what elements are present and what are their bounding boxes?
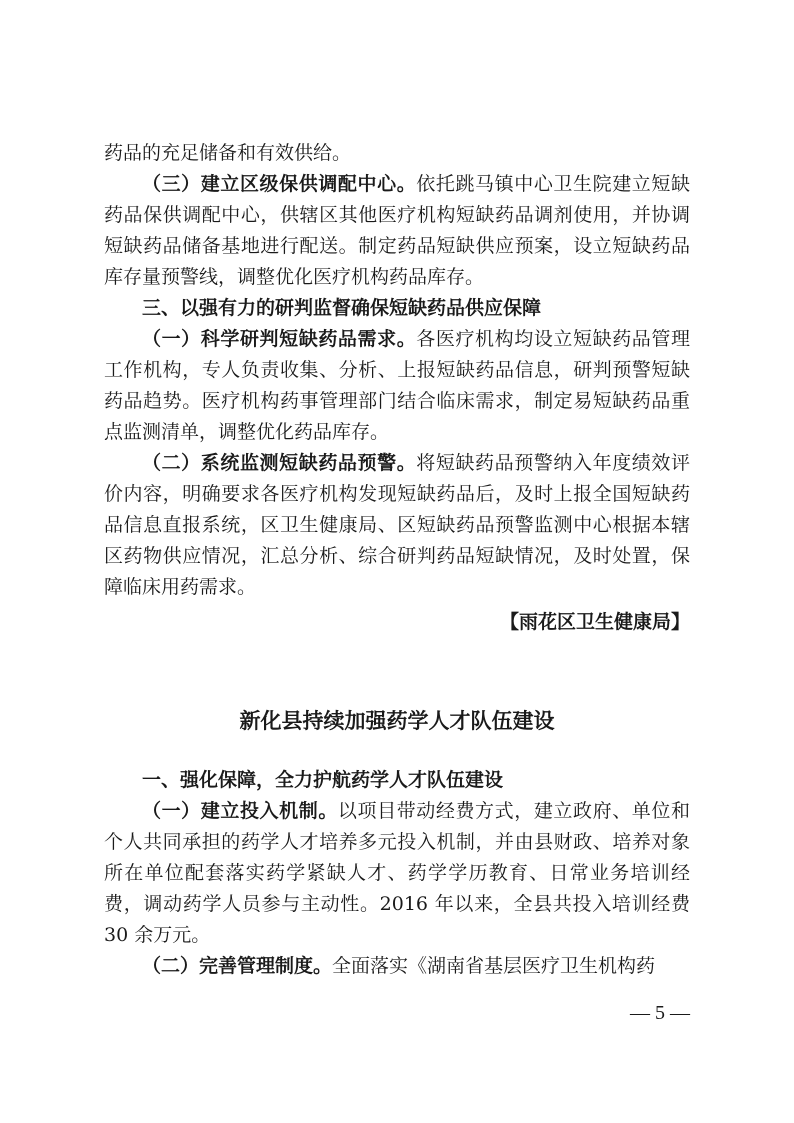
paragraph-lead: （二）完善管理制度。 (142, 955, 333, 977)
paragraph-text: 依托跳马镇中心卫生院建立短缺药品保供调配中心，供辖区其他医疗机构短缺药品调剂使用，并协调短缺药品储备基地进行配送。制定药品短缺供应预案，设立短缺药品库存量预警线，调整优化医疗机构药品库存。 (104, 173, 690, 288)
paragraph-lead: （一）科学研判短缺药品需求。 (142, 328, 417, 350)
paragraph-text: 各医疗机构均设立短缺药品管理工作机构，专人负责收集、分析、上报短缺药品信息，研判预警短缺药品趋势。医疗机构药事管理部门结合临床需求，制定易短缺药品重点监测清单，调整优化药品库存。 (104, 328, 690, 443)
paragraph-supply-center (104, 169, 690, 293)
paragraph-continuation: 药品的充足储备和有效供给。 (104, 142, 352, 164)
paragraph-text: 全面落实《湖南省基层医疗卫生机构药 (332, 955, 656, 977)
paragraph-management (104, 951, 690, 982)
signature-agency: 【雨花区卫生健康局】 (499, 611, 690, 633)
paragraph-lead: （一）建立投入机制。 (142, 800, 338, 822)
paragraph-text: 将短缺药品预警纳入年度绩效评价内容，明确要求各医疗机构发现短缺药品后，及时上报全国短缺药品信息直报系统，区卫生健康局、区短缺药品预警监测中心根据本辖区药物供应情况，汇总分析、综合研判药品短缺情况，及时处置，保障临床用药需求。 (104, 452, 690, 598)
paragraph-lead: （三）建立区级保供调配中心。 (142, 173, 417, 195)
document-body (104, 138, 690, 982)
paragraph-warning-monitoring (104, 448, 690, 603)
paragraph-text: 以项目带动经费方式，建立政府、单位和个人共同承担的药学人才培养多元投入机制，并由县财政、培养对象所在单位配套落实药学紧缺人才、药学学历教育、日常业务培训经费，调动药学人员参与主动性。2016 年以来，全县共投入培训经费 30 余万元。 (104, 800, 690, 946)
article-title: 新化县持续加强药学人才队伍建设 (239, 709, 555, 733)
paragraph-investment (104, 796, 690, 951)
paragraph-demand-analysis (104, 324, 690, 448)
paragraph-lead: （二）系统监测短缺药品预警。 (142, 452, 417, 474)
section-heading-3: 三、以强有力的研判监督确保短缺药品供应保障 (142, 297, 542, 319)
section-heading-1: 一、强化保障，全力护航药学人才队伍建设 (142, 769, 504, 791)
page-number: — 5 — (630, 1002, 690, 1024)
